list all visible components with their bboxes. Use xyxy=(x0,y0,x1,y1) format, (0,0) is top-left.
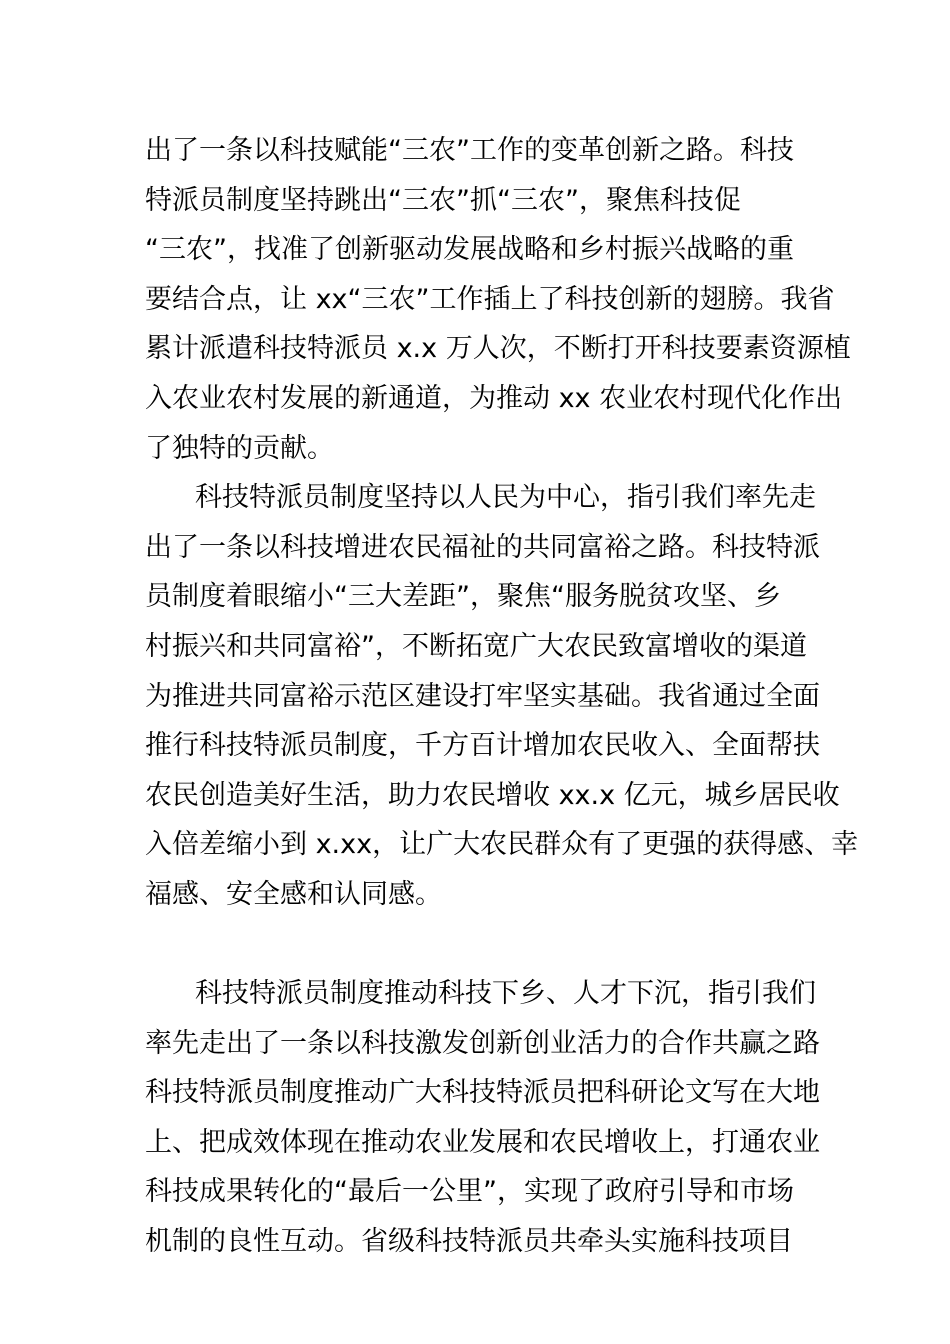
text-line: 要结合点，让 xx“三农”工作插上了科技创新的翅膀。我省 xyxy=(145,283,835,315)
text-line xyxy=(145,920,809,970)
text-line: 推行科技特派员制度，千方百计增加农民收入、全面帮扶 xyxy=(145,730,820,762)
text-line: 了独特的贡献。 xyxy=(145,432,334,464)
text-line: 农民创造美好生活，助力农民增收 xx.x 亿元，城乡居民收 xyxy=(145,779,840,811)
text-line: 入农业农村发展的新通道，为推动 xx 农业农村现代化作出 xyxy=(145,382,843,414)
text-line: 科技特派员制度推动科技下乡、人才下沉，指引我们 xyxy=(195,978,816,1010)
text-line: 科技特派员制度坚持以人民为中心，指引我们率先走 xyxy=(195,482,816,514)
text-line: 科技成果转化的“最后一公里”，实现了政府引导和市场 xyxy=(145,1176,794,1208)
document-body xyxy=(145,126,859,1267)
text-line: 员制度着眼缩小“三大差距”，聚焦“服务脱贫攻坚、乡 xyxy=(145,581,781,613)
text-line: 入倍差缩小到 x.xx，让广大农民群众有了更强的获得感、幸 xyxy=(145,829,859,861)
text-line: 累计派遣科技特派员 x.x 万人次，不断打开科技要素资源植 xyxy=(145,333,851,365)
text-line: 出了一条以科技增进农民福祉的共同富裕之路。科技特派 xyxy=(145,531,820,563)
text-line: 机制的良性互动。省级科技特派员共牵头实施科技项目 xyxy=(145,1226,793,1258)
text-line: 福感、安全感和认同感。 xyxy=(145,878,442,910)
text-line: 上、把成效体现在推动农业发展和农民增收上，打通农业 xyxy=(145,1126,820,1158)
text-line: 科技特派员制度推动广大科技特派员把科研论文写在大地 xyxy=(145,1077,820,1109)
text-line: 率先走出了一条以科技激发创新创业活力的合作共赢之路 xyxy=(145,1027,820,1059)
text-line: 为推进共同富裕示范区建设打牢坚实基础。我省通过全面 xyxy=(145,680,820,712)
paragraph-2 xyxy=(145,473,859,969)
text-line: “三农”，找准了创新驱动发展战略和乡村振兴战略的重 xyxy=(145,234,794,266)
text-line: 出了一条以科技赋能“三农”工作的变革创新之路。科技 xyxy=(145,135,794,166)
text-line: 村振兴和共同富裕”，不断拓宽广大农民致富增收的渠道 xyxy=(145,630,807,662)
paragraph-3 xyxy=(145,969,820,1267)
text-line: 特派员制度坚持跳出“三农”抓“三农”，聚焦科技促 xyxy=(145,184,741,216)
paragraph-1 xyxy=(145,126,851,473)
